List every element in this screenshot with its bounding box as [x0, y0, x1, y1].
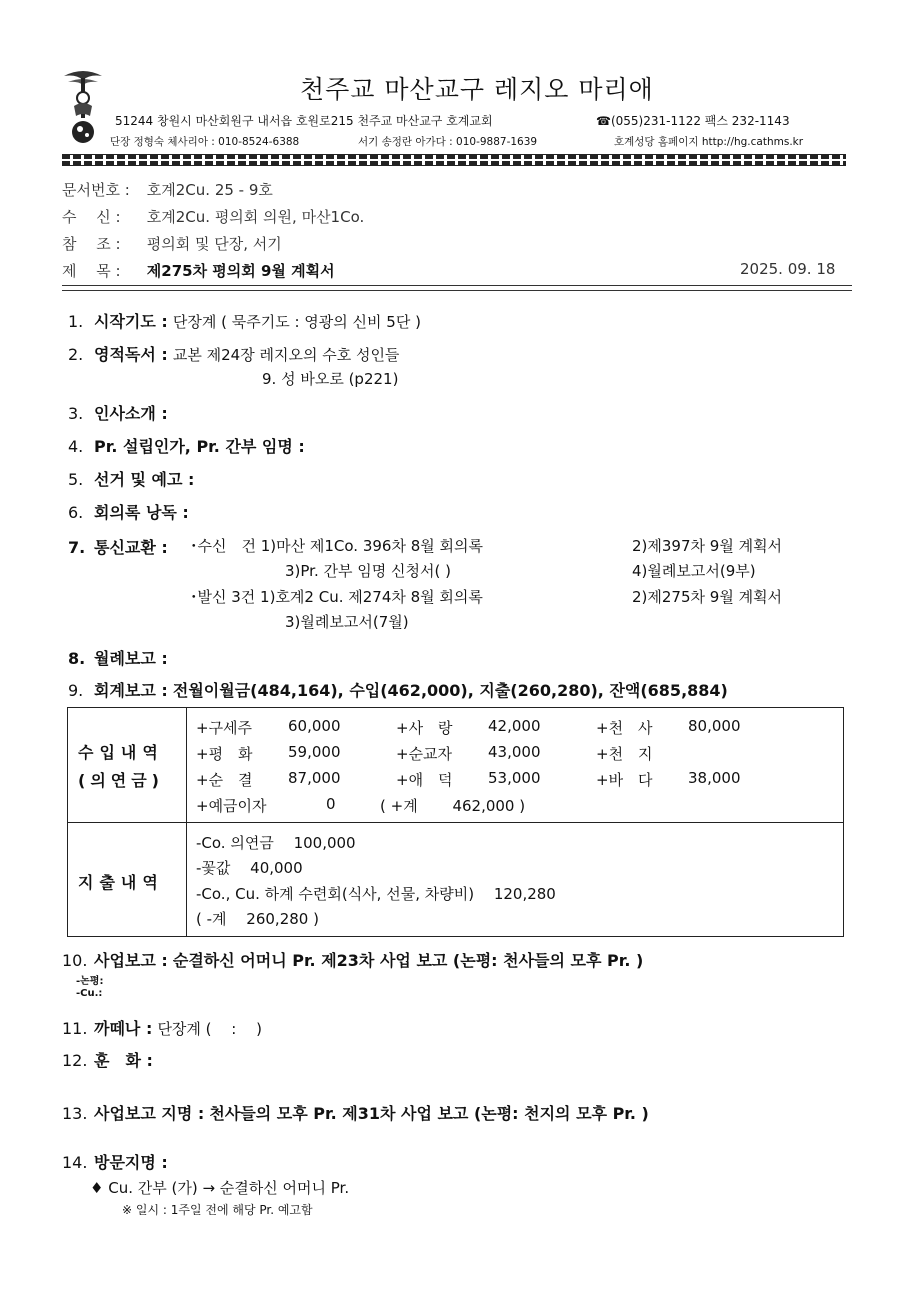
item-title: 통신교환 :: [94, 538, 168, 557]
item-title: 선거 및 예고 :: [94, 470, 195, 489]
expense-line: -Co. 의연금 100,000: [196, 834, 356, 852]
curia-note: -Cu.:: [76, 988, 103, 999]
received-line-1: ･수신 건 1)마산 제1Co. 396차 8월 회의록: [190, 537, 483, 555]
subject-label: 제 목 :: [62, 262, 121, 280]
agenda-item-3: 3. 인사소개 :: [68, 404, 168, 423]
item-text: 단장계 ( 묵주기도 : 영광의 신비 5단 ): [172, 313, 421, 331]
accounting-summary: 전월이월금(484,164), 수입(462,000), 지출(260,280), 잔액(685,884): [172, 681, 728, 700]
item-title: 인사소개 :: [94, 404, 168, 423]
interest-value: 0: [326, 795, 336, 813]
income-value: 43,000: [488, 743, 541, 761]
legio-emblem-logo: [60, 66, 106, 146]
expense-line: -꽃값 40,000: [196, 859, 303, 877]
organization-title: 천주교 마산교구 레지오 마리애: [300, 75, 654, 104]
item-title: Pr. 설립인가, Pr. 간부 임명 :: [94, 437, 305, 456]
phone-fax: ☎(055)231-1122 팩스 232-1143: [596, 114, 790, 128]
doc-number-row: [62, 179, 273, 200]
item-title: 사업보고 :: [94, 951, 168, 970]
sent-line-3: 3)월례보고서(7월): [285, 613, 409, 631]
expense-line: -Co., Cu. 하계 수련회(식사, 선물, 차량비) 120,280: [196, 885, 556, 903]
income-value: 60,000: [288, 717, 341, 735]
income-value: 80,000: [688, 717, 741, 735]
secretary-contact: 서기 송정란 아가다 : 010-9887-1639: [358, 136, 538, 148]
received-line-2: 2)제397차 9월 계획서: [632, 537, 783, 555]
received-line-4: 4)월례보고서(9부): [632, 562, 756, 580]
expense-label: 지출내역: [78, 873, 164, 892]
comment-note: -논평:: [76, 976, 104, 987]
agenda-item-6: 6. 회의록 낭독 :: [68, 503, 189, 522]
agenda-item-8: 8. 월례보고 :: [68, 649, 168, 668]
document-date: 2025. 09. 18: [740, 260, 836, 278]
income-name: +바 다: [596, 771, 653, 789]
item-text: 천사들의 모후 Pr. 제31차 사업 보고 (논평: 천지의 모후 Pr. ): [209, 1104, 649, 1123]
recipient-row: [62, 206, 364, 227]
income-value: 53,000: [488, 769, 541, 787]
header-divider-gap: [62, 159, 846, 161]
item-title: 방문지명 :: [94, 1153, 168, 1172]
subject: 제275차 평의회 9월 계획서: [146, 262, 335, 280]
reference-row: [62, 233, 282, 254]
item-title: 월례보고 :: [94, 649, 168, 668]
agenda-item-14: 14. 방문지명 :: [62, 1153, 168, 1172]
agenda-item-11: 11. 까떼나 : 단장계 ( : ): [62, 1019, 262, 1038]
item-title: 영적독서 :: [94, 345, 168, 364]
homepage: 호계성당 홈페이지 http://hg.cathms.kr: [614, 136, 804, 148]
income-name: +구세주: [196, 719, 253, 737]
table-row-divider: [67, 822, 844, 823]
doc-number: 호계2Cu. 25 - 9호: [146, 181, 273, 199]
item-text: 순결하신 어머니 Pr. 제23차 사업 보고 (논평: 천사들의 모후 Pr. ): [172, 951, 644, 970]
income-value: 59,000: [288, 743, 341, 761]
recipient-label: 수 신 :: [62, 208, 121, 226]
agenda-item-2-detail: 9. 성 바오로 (p221): [262, 370, 399, 388]
interest-name: +예금이자: [196, 797, 267, 815]
reference: 평의회 및 단장, 서기: [146, 235, 282, 253]
item-title: 훈 화 :: [94, 1051, 153, 1070]
item-title: 회계보고 :: [94, 681, 168, 700]
received-line-3: 3)Pr. 간부 임명 신청서( ): [285, 562, 451, 580]
income-value: 87,000: [288, 769, 341, 787]
agenda-item-7: 7. 통신교환 :: [68, 538, 168, 557]
double-rule-divider: [62, 285, 852, 291]
income-name: +애 덕: [396, 771, 453, 789]
visit-note: ※ 일시 : 1주일 전에 해당 Pr. 예고함: [122, 1203, 313, 1217]
income-label: 수입내역: [78, 743, 164, 762]
sent-line-2: 2)제275차 9월 계획서: [632, 588, 783, 606]
reference-label: 참 조 :: [62, 235, 121, 253]
income-total: ( +계 462,000 ): [380, 797, 526, 815]
income-sublabel: (의연금): [78, 771, 164, 790]
income-name: +천 지: [596, 745, 653, 763]
visit-text: Cu. 간부 (가) → 순결하신 어머니 Pr.: [108, 1179, 350, 1197]
agenda-item-9: 9. 회계보고 : 전월이월금(484,164), 수입(462,000), 지출(260,280), 잔액(685,884): [68, 681, 728, 700]
expense-total: ( -계 260,280 ): [196, 910, 319, 928]
agenda-item-12: 12. 훈 화 :: [62, 1051, 153, 1070]
subject-row: [62, 260, 335, 281]
income-value: 42,000: [488, 717, 541, 735]
item-title: 회의록 낭독 :: [94, 503, 189, 522]
agenda-item-4: 4. Pr. 설립인가, Pr. 간부 임명 :: [68, 437, 305, 456]
sent-line-1: ･발신 3건 1)호계2 Cu. 제274차 8월 회의록: [190, 588, 483, 606]
leader-contact: 단장 정형숙 체사리아 : 010-8524-6388: [110, 136, 300, 148]
income-name: +사 랑: [396, 719, 453, 737]
address: 51244 창원시 마산회원구 내서읍 호원로215 천주교 마산교구 호계교회: [115, 114, 493, 128]
item-text: 단장계 ( : ): [157, 1020, 262, 1038]
item-title: 사업보고 지명 :: [94, 1104, 205, 1123]
agenda-item-13: 13. 사업보고 지명 : 천사들의 모후 Pr. 제31차 사업 보고 (논평: 천지의 모후 Pr. ): [62, 1104, 649, 1123]
visit-assignment: [90, 1177, 349, 1198]
agenda-item-1: 1. 시작기도 : 단장계 ( 묵주기도 : 영광의 신비 5단 ): [68, 312, 421, 331]
recipient: 호계2Cu. 평의회 의원, 마산1Co.: [146, 208, 365, 226]
agenda-item-2: 2. 영적독서 : 교본 제24장 레지오의 수호 성인들: [68, 345, 400, 364]
item-text: 교본 제24장 레지오의 수호 성인들: [172, 346, 400, 364]
agenda-item-5: 5. 선거 및 예고 :: [68, 470, 195, 489]
income-name: +순 결: [196, 771, 253, 789]
agenda-item-10: 10. 사업보고 : 순결하신 어머니 Pr. 제23차 사업 보고 (논평: 천사들의 모후 Pr. ): [62, 951, 644, 970]
income-value: 38,000: [688, 769, 741, 787]
doc-number-label: 문서번호 :: [62, 181, 130, 199]
income-name: +순교자: [396, 745, 453, 763]
item-title: 까떼나 :: [94, 1019, 153, 1038]
item-title: 시작기도 :: [94, 312, 168, 331]
income-name: +천 사: [596, 719, 653, 737]
income-name: +평 화: [196, 745, 253, 763]
diamond-bullet-icon: ♦: [90, 1179, 104, 1197]
